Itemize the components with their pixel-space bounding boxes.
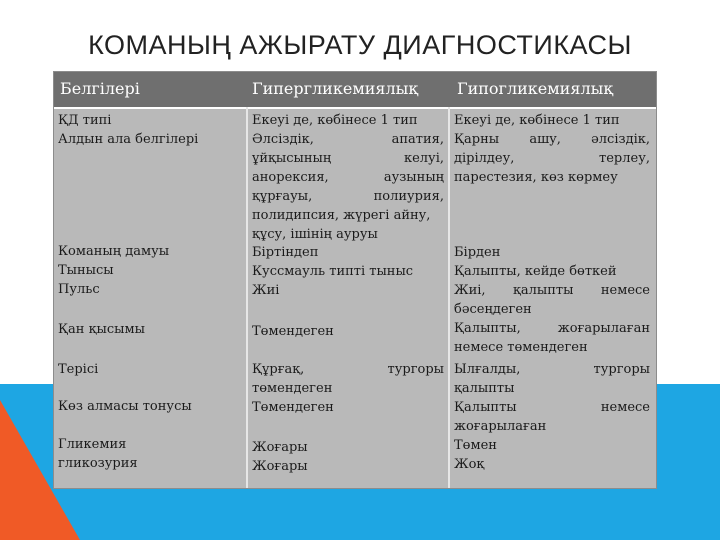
sign-eyeball-tone: Көз алмасы тонусы [58, 399, 192, 414]
text-fragment: Жиі, [454, 283, 486, 298]
sign-breathing: Тынысы [58, 263, 114, 278]
text-fragment: Қалыпты, [454, 321, 521, 336]
text-fragment: Әлсіздік, [252, 132, 314, 147]
hypo-skin-line [454, 361, 650, 380]
text-fragment: құрғауы, [252, 189, 313, 204]
hypo-prodromal-line [454, 150, 650, 169]
hypo-blood-pressure-line: немесе төмендеген [454, 340, 588, 355]
hypo-skin-line: қалыпты [454, 381, 515, 396]
text-fragment: терлеу, [599, 151, 650, 166]
hyper-glycosuria: Жоғары [252, 459, 308, 474]
hypo-eyeball-tone-line: жоғарылаған [454, 419, 547, 434]
header-hypoglycemic: Гипогликемиялық [457, 79, 614, 98]
hyper-pulse: Жиі [252, 283, 280, 298]
sign-coma-onset: Команың дамуы [58, 244, 170, 259]
hyper-breathing: Куссмауль типті тыныс [252, 264, 414, 279]
hypo-blood-pressure-line [454, 320, 650, 339]
slide-title: КОМАНЫҢ АЖЫРАТУ ДИАГНОСТИКАСЫ [88, 30, 632, 60]
hypo-prodromal-line [454, 131, 650, 150]
hyper-glycemia: Жоғары [252, 440, 308, 455]
hyper-eyeball-tone: Төмендеген [252, 400, 334, 415]
hyper-blood-pressure: Төмендеген [252, 324, 334, 339]
text-fragment: тургоры [387, 362, 444, 377]
hypo-breathing: Қалыпты, кейде бөткей [454, 264, 617, 279]
text-fragment: полиурия, [373, 189, 444, 204]
text-fragment: Ылғалды, [454, 362, 521, 377]
text-fragment: келуі, [403, 151, 444, 166]
hyper-prodromal-line [252, 188, 444, 207]
text-fragment: анорексия, [252, 170, 329, 185]
hypo-dm-type: Екеуі де, көбінесе 1 тип [454, 113, 620, 128]
hyper-prodromal-line [252, 169, 444, 188]
text-fragment: ұйқысының [252, 151, 332, 166]
header-divider [54, 107, 656, 109]
sign-pulse: Пульс [58, 282, 100, 297]
hyper-prodromal-line [252, 131, 444, 150]
text-fragment: аузының [383, 170, 444, 185]
hypo-glycemia: Төмен [454, 438, 497, 453]
text-fragment: қалыпты [512, 283, 574, 298]
text-fragment: тургоры [593, 362, 650, 377]
hypo-pulse-line: бәсеңдеген [454, 302, 532, 317]
hyper-prodromal-line [252, 150, 444, 169]
text-fragment: дірілдеу, [454, 151, 515, 166]
hyper-skin-line: төмендеген [252, 381, 333, 396]
hyper-coma-onset: Біртіндеп [252, 245, 319, 260]
text-fragment: Қалыпты [454, 400, 517, 415]
text-fragment: жоғарылаған [557, 321, 650, 336]
hyper-prodromal-line: құсу, ішінің ауруы [252, 227, 378, 242]
sign-glycemia: Гликемия [58, 437, 127, 452]
table-header-row [54, 72, 656, 107]
hypo-coma-onset: Бірден [454, 245, 501, 260]
text-fragment: немесе [600, 283, 650, 298]
hypo-prodromal-line: парестезия, көз көрмеу [454, 170, 618, 185]
sign-dm-type: ҚД типі [58, 113, 112, 128]
sign-blood-pressure: Қан қысымы [58, 322, 145, 337]
text-fragment: апатия, [391, 132, 444, 147]
hyper-dm-type: Екеуі де, көбінесе 1 тип [252, 113, 418, 128]
text-fragment: немесе [600, 400, 650, 415]
hyper-prodromal-line: полидипсия, жүрегі айну, [252, 208, 431, 223]
hypo-glycosuria: Жоқ [454, 457, 485, 472]
header-hyperglycemic: Гипергликемиялық [252, 79, 419, 98]
hypo-eyeball-tone-line [454, 399, 650, 418]
diagnosis-table [53, 71, 657, 489]
text-fragment: Құрғақ, [252, 362, 305, 377]
text-fragment: әлсіздік, [591, 132, 650, 147]
sign-prodromal: Алдын ала белгілері [58, 132, 199, 147]
hypo-pulse-line [454, 282, 650, 301]
text-fragment: ашу, [529, 132, 561, 147]
column-divider-1 [246, 107, 248, 488]
header-signs: Белгілері [60, 79, 140, 98]
hyper-skin-line [252, 361, 444, 380]
text-fragment: Қарны [454, 132, 500, 147]
sign-skin: Терісі [58, 362, 99, 377]
sign-glycosuria: гликозурия [58, 456, 138, 471]
column-divider-2 [448, 107, 450, 488]
